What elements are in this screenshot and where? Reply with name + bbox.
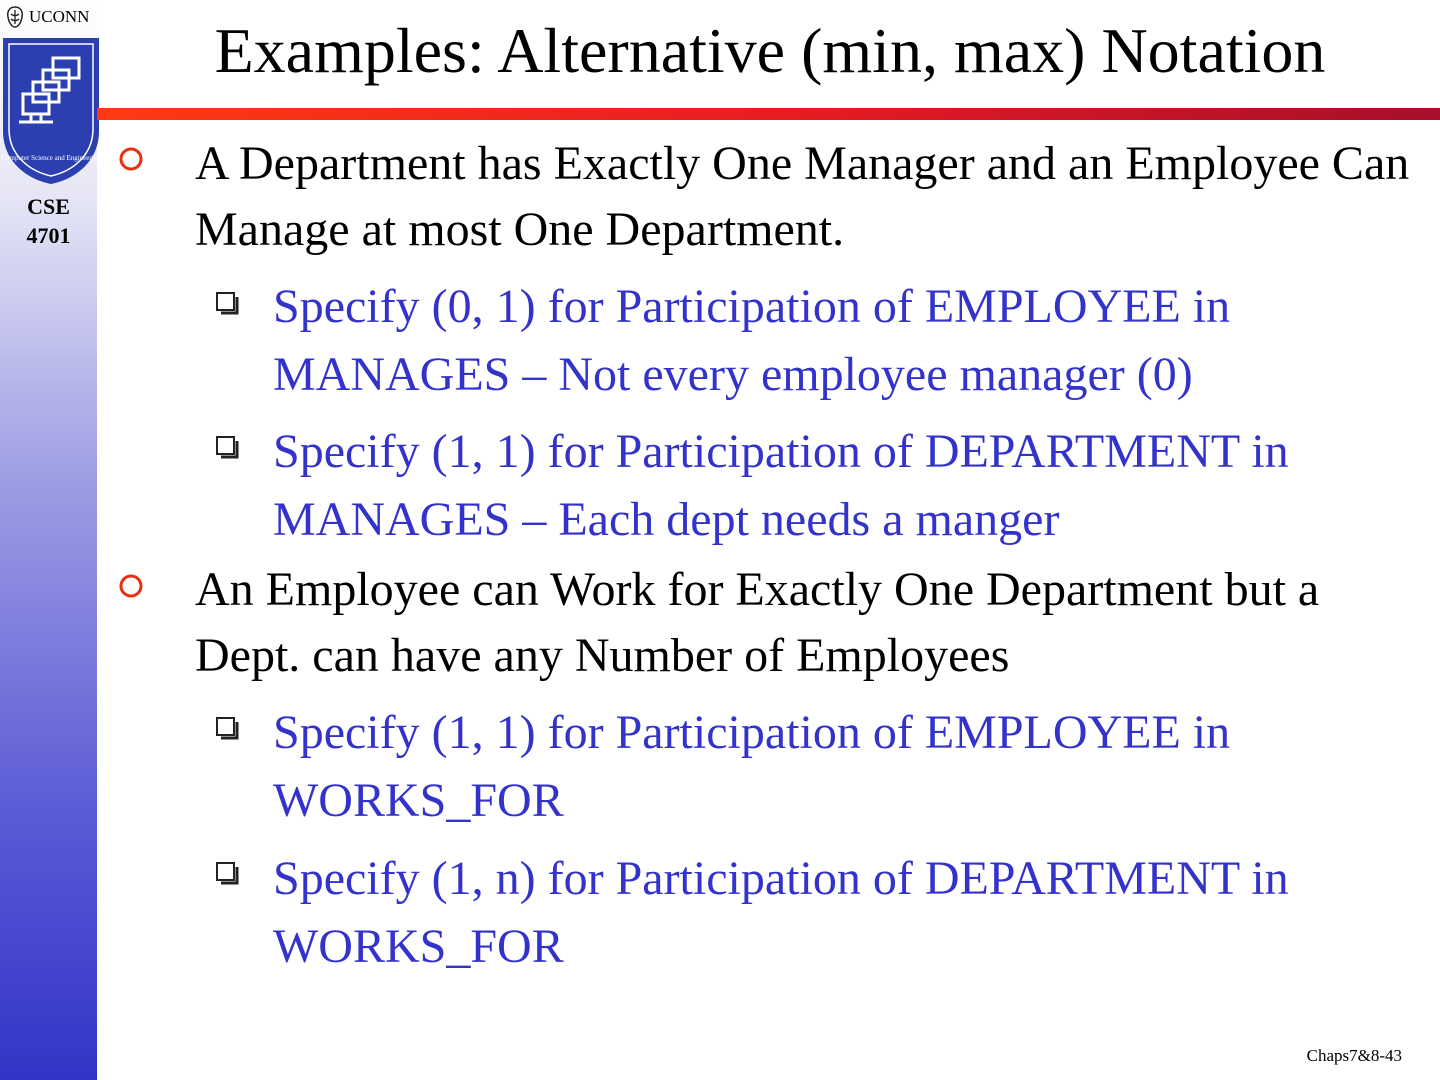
course-code-line1: CSE xyxy=(27,194,70,219)
sub-bullet-item: Specify (1, n) for Participation of DEPARTMENT in WORKS_FOR xyxy=(273,852,1289,973)
sub-bullet-square-icon xyxy=(215,291,239,315)
sub-bullet-item: Specify (1, 1) for Participation of EMPLOYEE in WORKS_FOR xyxy=(273,706,1231,827)
slide-title: Examples: Alternative (min, max) Notation xyxy=(214,15,1326,86)
logo-arc-text: Computer Science and Engineering xyxy=(1,154,101,162)
sub-bullet-item: Specify (1, 1) for Participation of DEPARTMENT in MANAGES – Each dept needs a manger xyxy=(273,425,1289,546)
sub-bullet-square-icon xyxy=(215,435,239,459)
bullet-circle-icon xyxy=(118,573,144,599)
sub-bullet-item: Specify (0, 1) for Participation of EMPLOYEE in MANAGES – Not every employee manager (0) xyxy=(273,280,1231,401)
slide-number: Chaps7&8-43 xyxy=(1306,1046,1402,1065)
university-name: UCONN xyxy=(29,7,90,26)
bullet-circle-icon xyxy=(118,146,144,172)
sub-bullet-square-icon xyxy=(215,861,239,885)
bullet-item: A Department has Exactly One Manager and an Employee Can Manage at most One Department. xyxy=(195,137,1410,256)
bullet-item: An Employee can Work for Exactly One Department but a Dept. can have any Number of Employees xyxy=(195,563,1320,682)
sub-bullet-square-icon xyxy=(215,716,239,740)
course-code-line2: 4701 xyxy=(26,223,71,248)
